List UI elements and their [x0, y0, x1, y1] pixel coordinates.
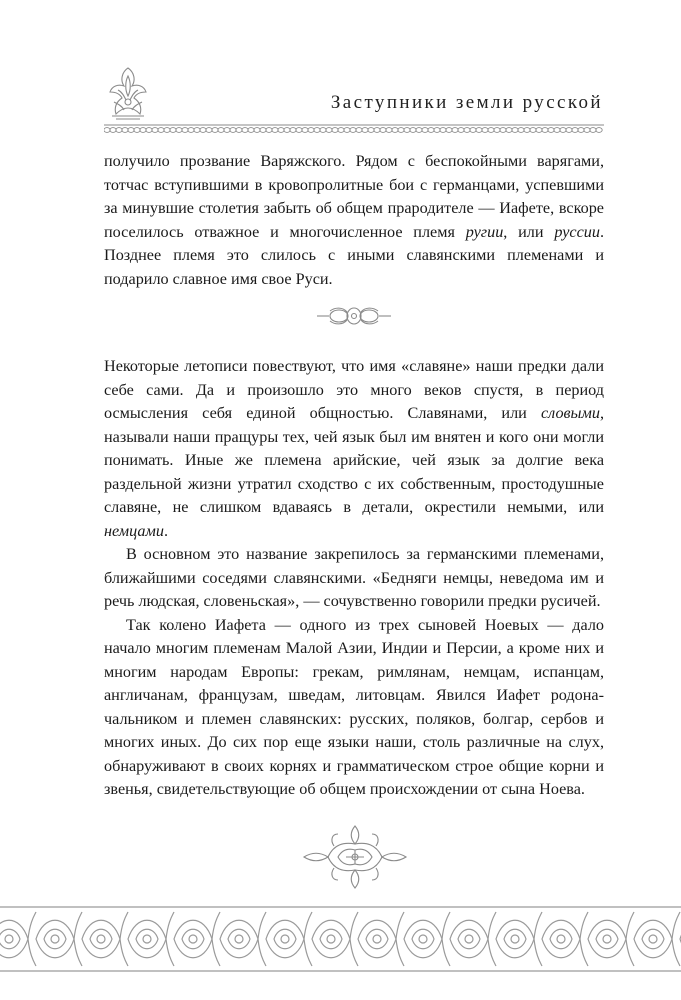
- emphasis-text: руссии: [554, 222, 600, 241]
- text-run: Некоторые летописи повествуют, что имя «славяне» наши предки дали себе сами. Да и произошло это много веков спустя, в период осмысления себя единой общностью. Славянами, или: [104, 357, 604, 422]
- emphasis-text: словыми: [541, 404, 600, 422]
- bird-emblem-icon: [104, 62, 152, 122]
- running-title: Заступники земли русской: [330, 92, 603, 113]
- text-run: получило прозвание Варяжского. Рядом с беспокойными варягами, тотчас вступившими в кровопролитные бои с германцами, успевшими за минувшие столетия забыть об общем прародителе — Иафете, вскоре поселилось отважное и многочисленное племя: [104, 152, 604, 241]
- text-block-1: [104, 150, 604, 291]
- text-run: , или: [503, 222, 555, 241]
- text-run: .: [163, 521, 168, 540]
- paragraph: [104, 614, 604, 802]
- cross-knot-ornament-icon: [300, 822, 410, 892]
- emphasis-text: ругии: [465, 222, 504, 241]
- text-run: Так колено Иафета — одного из трех сыновей Ноевых — дало начало многим племенам Малой Азии, Индии и Персии, а кроме них и многим народам Европы: грекам, римлянам, немцам, испанцам, англичанам, французам, шведам, литовцам. Явился Иафет родоначальником и племен славянских: русских, поляков, болгар, сербов и многих иных. До сих пор еще языки наши, столь различные на слух, обнаруживают в своих корнях и грамматическом строе общие корни и звенья, свидетельствующие об общем происхождении от сына Ноева.: [104, 615, 604, 798]
- paragraph: [104, 150, 604, 291]
- text-run: В основном это название закрепилось за германскими племенами, ближайшими соседями славянскими. «Бедняги немцы, неведома им и речь людская, словеньская», — сочувственно говорили предки русичей.: [104, 545, 604, 610]
- paragraph: [104, 355, 604, 543]
- section2-paragraphs: [104, 355, 604, 802]
- header-rule-divider: [104, 124, 604, 136]
- interlace-border: [0, 904, 681, 974]
- text-run: . Позднее племя это слилось с иными славянскими племенами и подарило славное имя свое Руси.: [104, 222, 605, 288]
- knot-ornament-icon: [315, 305, 393, 327]
- paragraph: [104, 543, 604, 614]
- section1-paragraphs: [104, 150, 604, 291]
- text-run: , называли наши пращуры тех, чей язык был им внятен и кого они могли понимать. Иные же племена арийские, чей язык за долгие века раздельной жизни утратил сходство с их собственным, простодушные славяне, не слишком вдаваясь в детали, окрестили немыми, или: [104, 404, 604, 516]
- emphasis-text: немцами: [104, 521, 164, 540]
- text-block-2: [104, 355, 604, 802]
